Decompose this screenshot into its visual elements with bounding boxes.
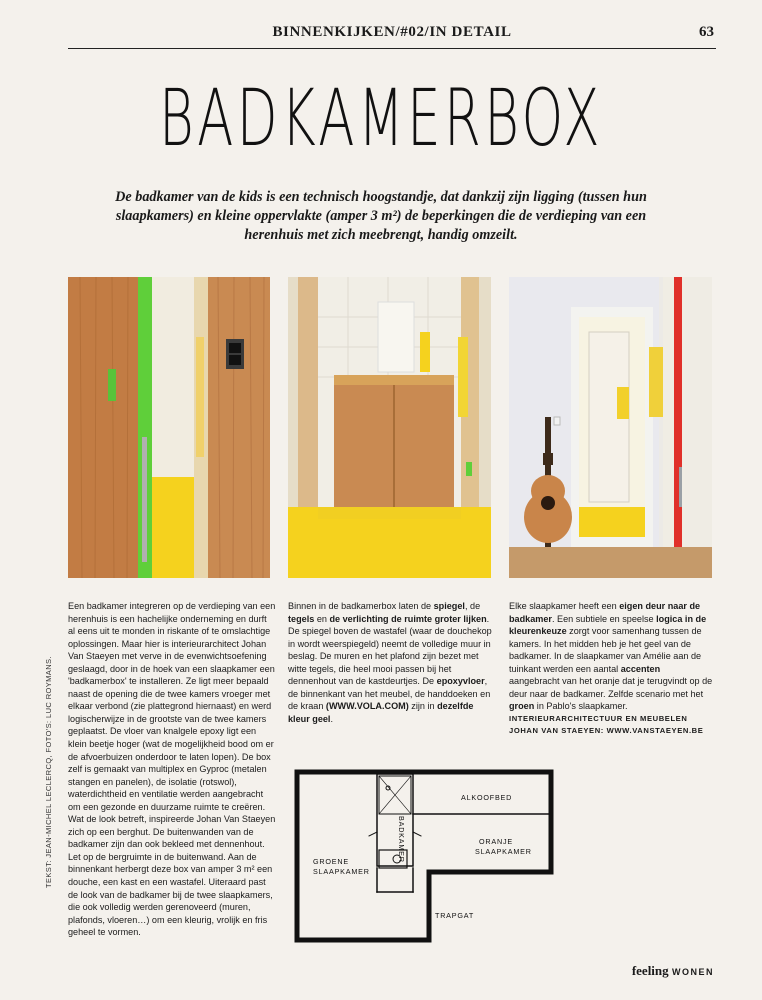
column-1-text: Een badkamer integreren op de verdieping van een herenhuis is een hachelijke onderneming en durft al eens uit te monden in riskante of te omslachtige oplossingen. Maar hier is interieurarchitect Johan Van Staeyen met verve in de evenwichtsoefening geslaagd, door in de hoek van een slaapkamer een 'badkamerbox' te installeren. Ze ligt meer bepaald naast de opening die de twee kamers vroeger met elkaar verbond (zie plattegrond hiernaast) en werd logischerwijze in de grootste van de twee kamers geplaatst. De vloer van knalgele epoxy ligt een klein beetje hoger (wat de mogelijkheid bood om er de afvoerbuizen onderdoor te laten lopen). De box zelf is gemaakt van multiplex en Gyproc (metalen stangen en panelen), de isolatie (rotswol), waterdichtheid en ventilatie werden aangebracht om een gezonde en duurzame ruimte te creëren. Wat de look betreft, inspireerde Johan Van Staeyen zich op een berghut. De buitenwanden van de badkamer zijn dan ook bekleed met dennenhout. Let op de bergruimte in de buitenwand. Aan de binnenkant herbergt deze box van amper 3 m² een douche, een kast en een wastafel. Uiteraard past de look van de badkamer bij de twee slaapkamers, die ook volledig werden gerenoveerd (muren, plafonds, vloeren…) om een kleurig, vrolijk en fris geheel te vormen. (68, 601, 276, 938)
photo-credit: TEKST: JEAN-MICHEL LECLERCQ, FOTO'S: LUC ROYMANS. (44, 656, 53, 888)
plan-label-badkamer: BADKAMER (397, 816, 406, 863)
plan-label-alkoofbed: ALKOOFBED (461, 793, 513, 802)
page-header (68, 22, 716, 48)
photo-bedroom-guitar-red-frame (509, 277, 712, 578)
article-lead: De badkamer van de kids is een technisch hoogstandje, dat dankzij zijn ligging (tussen hun slaapkamers) en kleine oppervlakte (amper 3 m²) de beperkingen die de verdieping van een herenhuis met zich meebrengt, handig omzeilt. (115, 189, 647, 243)
body-column-1 (68, 600, 276, 939)
column-3-text: Elke slaapkamer heeft een eigen deur naar de badkamer. Een subtiele en speelse logica in de kleurenkeuze zorgt voor samenhang tussen de kamers. In het midden heb je het geel van de badkamer. In de slaapkamer van Amélie aan de tuinkant werden een aantal accenten aangebracht van het oranje dat je terugvindt op de deur naar de badkamer. Zelfde scenario met het groen in Pablo's slaapkamer. (509, 601, 713, 712)
brand-wonen: WONEN (672, 967, 714, 977)
plan-label-oranje: ORANJE (479, 837, 513, 846)
section-kicker: BINNENKIJKEN/#02/IN DETAIL (272, 24, 512, 40)
plan-label-groene: GROENE (313, 857, 349, 866)
photo-wood-door-green-frame (68, 277, 270, 578)
plan-label-oranje-slaapkamer: SLAAPKAMER (475, 847, 532, 856)
photo-bathroom-vanity-yellow-floor (288, 277, 491, 578)
body-column-2 (288, 600, 492, 725)
magazine-footer (632, 963, 714, 979)
page-number: 63 (699, 24, 714, 40)
design-credit: INTERIEURARCHITECTUUR EN MEUBELEN JOHAN VAN STAEYEN: WWW.VANSTAEYEN.BE (509, 713, 704, 736)
brand-feeling: feeling (631, 963, 669, 978)
body-column-3 (509, 600, 713, 738)
column-2-text: Binnen in de badkamerbox laten de spiegel, de tegels en de verlichting de ruimte groter lijken. De spiegel boven de wastafel (waar de douchekop in wordt weerspiegeld) neemt de volledige muur in beslag. De muren en het plafond zijn bezet met witte tegels, die heel mooi passen bij het dennenhout van de kastdeurtjes. De epoxyvloer, de binnenkant van het meubel, de handdoeken en de kraan (WWW.VOLA.COM) zijn in dezelfde kleur geel. (288, 601, 492, 724)
header-rule (68, 48, 716, 49)
plan-label-trapgat: TRAPGAT (435, 911, 475, 920)
floor-plan (293, 768, 555, 944)
plan-label-groene-slaapkamer: SLAAPKAMER (313, 867, 370, 876)
article-title: BADKAMERBOX (158, 74, 603, 164)
